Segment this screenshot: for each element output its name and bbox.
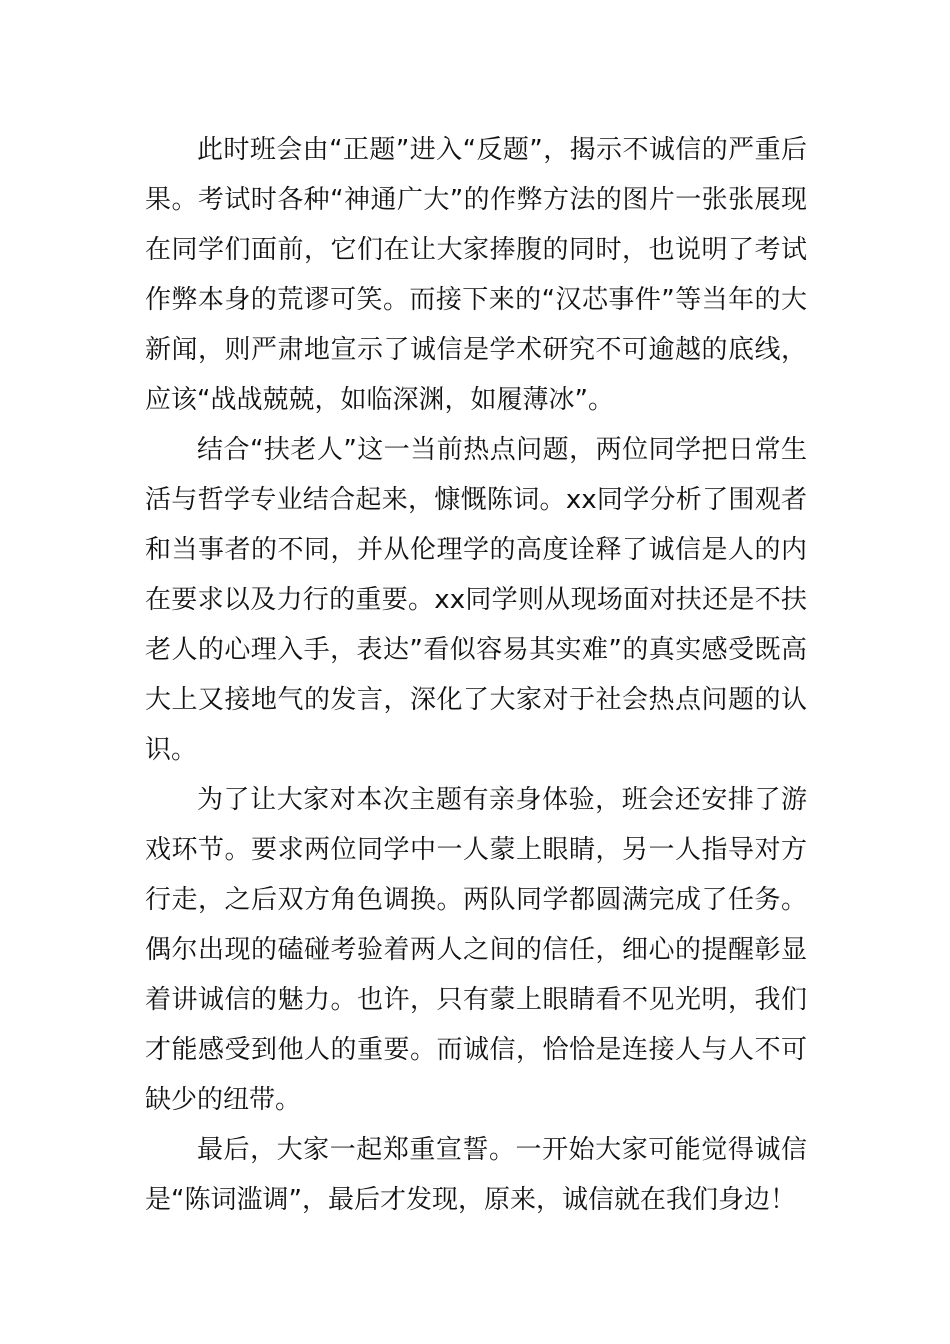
paragraph-oath: 最后，大家一起郑重宣誓。一开始大家可能觉得诚信是“陈词滥调”，最后才发现，原来，诚信就在我们身边！ (145, 1135, 807, 1215)
document-body (145, 125, 807, 1225)
paragraph-trust-game: 为了让大家对本次主题有亲身体验，班会还安排了游戏环节。要求两位同学中一人蒙上眼睛，另一人指导对方行走，之后双方角色调换。两队同学都圆满完成了任务。偶尔出现的磕碰考验着两人之间的信任，细心的提醒彰显着讲诚信的魅力。也许，只有蒙上眼睛看不见光明，我们才能感受到他人的重要。而诚信，恰恰是连接人与人不可缺少的纽带。 (145, 785, 807, 1115)
paragraph-helping-elderly: 结合“扶老人”这一当前热点问题，两位同学把日常生活与哲学专业结合起来，慷慨陈词。xx同学分析了围观者和当事者的不同，并从伦理学的高度诠释了诚信是人的内在要求以及力行的重要。xx同学则从现场面对扶还是不扶老人的心理入手，表达”看似容易其实难”的真实感受既高大上又接地气的发言，深化了大家对于社会热点问题的认识。 (145, 435, 807, 765)
paragraph-consequences: 此时班会由“正题”进入“反题”，揭示不诚信的严重后果。考试时各种“神通广大”的作弊方法的图片一张张展现在同学们面前，它们在让大家捧腹的同时，也说明了考试作弊本身的荒谬可笑。而接下来的“汉芯事件”等当年的大新闻，则严肃地宣示了诚信是学术研究不可逾越的底线，应该“战战兢兢，如临深渊，如履薄冰”。 (145, 135, 807, 415)
